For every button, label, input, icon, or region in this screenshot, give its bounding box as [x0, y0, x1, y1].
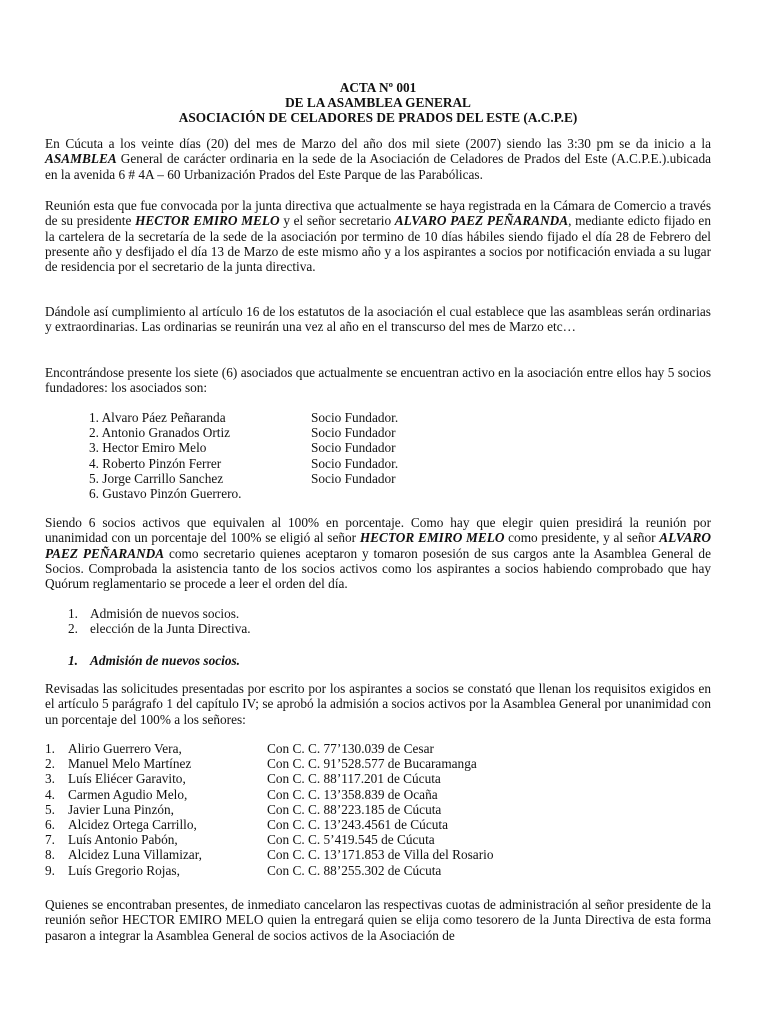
agenda-text: Admisión de nuevos socios.	[90, 606, 240, 621]
text-run: y el señor secretario	[279, 213, 395, 229]
section-title: Admisión de nuevos socios.	[90, 653, 240, 668]
text-run: como presidente, y al señor	[504, 530, 660, 546]
member-id: Con C. C. 88’255.302 de Cúcuta	[267, 862, 442, 878]
member-number: 4.	[45, 786, 55, 802]
emphasis-secretary-name: ALVARO PAEZ PEÑARANDA	[45, 530, 712, 561]
list-item	[45, 832, 493, 847]
text-run: En Cúcuta a los veinte días (20) del mes de Marzo del año dos mil siete (2007) siendo las 3:30 pm se da inicio a la	[45, 136, 711, 151]
list-item	[89, 410, 398, 425]
member-id: Con C. C. 13’358.839 de Ocaña	[267, 786, 438, 802]
member-name: Luís Eliécer Garavito,	[68, 771, 186, 787]
member-number: 7.	[45, 832, 55, 848]
text-run: Siendo 6 socios activos que equivalen al 100% en porcentaje. Como hay que elegir quien presidirá la reunión por unanimidad con un porcentaje del 100% se eligió al señor	[45, 515, 711, 546]
member-number: 5.	[45, 801, 55, 817]
member-number: 8.	[45, 847, 55, 863]
member-number: 2.	[45, 756, 55, 772]
member-id: Con C. C. 13’243.4561 de Cúcuta	[267, 817, 448, 833]
emphasis-president-name: HECTOR EMIRO MELO	[359, 530, 505, 546]
agenda-list	[68, 606, 251, 637]
member-id: Con C. C. 13’171.853 de Villa del Rosario	[267, 847, 494, 863]
member-name: Alcidez Ortega Carrillo,	[68, 817, 197, 833]
list-item	[68, 606, 251, 621]
new-members-list	[45, 741, 493, 878]
founder-name: 6. Gustavo Pinzón Guerrero.	[89, 486, 242, 502]
emphasis-asamblea: ASAMBLEA	[45, 151, 117, 167]
member-number: 9.	[45, 862, 55, 878]
list-item	[89, 440, 398, 455]
member-name: Alcidez Luna Villamizar,	[68, 847, 202, 863]
founders-list	[89, 410, 398, 501]
member-id: Con C. C. 91’528.577 de Bucaramanga	[267, 756, 477, 772]
list-item	[45, 771, 493, 786]
founder-name: 1. Alvaro Páez Peñaranda	[89, 410, 226, 425]
agenda-number: 1.	[68, 606, 78, 621]
list-item	[45, 756, 493, 771]
document-title	[45, 80, 711, 125]
member-id: Con C. C. 88’223.185 de Cúcuta	[267, 801, 442, 817]
text-run: Reunión esta que fue convocada por la junta directiva que actualmente se haya registrada en la Cámara de Comercio a través de su presidente	[45, 198, 711, 229]
member-number: 3.	[45, 771, 55, 787]
paragraph-statutes: Dándole así cumplimiento al artículo 16 de los estatutos de la asociación el cual establece que las asambleas serán ordinarias y extraordinarias. Las ordinarias se reunirán una vez al año en el transcurso del mes de Marzo etc…	[45, 304, 711, 335]
text-run: como secretario quienes aceptaron y tomaron posesión de sus cargos ante la Asamblea General de Socios. Comprobada la asistencia tanto de los socios activos como los aspirantes a socios habiendo comprobado que hay Quórum reglamentario se procede a leer el orden del día.	[45, 545, 711, 592]
paragraph-election	[45, 515, 711, 591]
member-id: Con C. C. 77’130.039 de Cesar	[267, 741, 434, 756]
emphasis-secretary-name: ALVARO PAEZ PEÑARANDA	[394, 213, 569, 229]
list-item	[45, 741, 493, 756]
list-item	[45, 863, 493, 878]
paragraph-opening	[45, 136, 711, 182]
list-item	[45, 847, 493, 862]
founder-role: Socio Fundador.	[311, 455, 399, 471]
member-number: 1.	[45, 741, 55, 756]
agenda-text: elección de la Junta Directiva.	[90, 621, 251, 637]
title-line-3: ASOCIACIÓN DE CELADORES DE PRADOS DEL ESTE (A.C.P.E)	[178, 110, 578, 125]
founder-name: 3. Hector Emiro Melo	[89, 440, 207, 456]
title-line-2: DE LA ASAMBLEA GENERAL	[285, 95, 471, 110]
paragraph-attendance: Encontrándose presente los siete (6) asociados que actualmente se encuentran activo en la asociación entre ellos hay 5 socios fundadores: los asociados son:	[45, 365, 711, 396]
agenda-number: 2.	[68, 621, 78, 637]
founder-name: 5. Jorge Carrillo Sanchez	[89, 470, 224, 486]
emphasis-president-name: HECTOR EMIRO MELO	[135, 213, 280, 229]
text-run: , mediante edicto fijado en la cartelera de la secretaría de la sede de la asociación por termino de 10 días hábiles siendo fijado el día 28 de Febrero del presente año y desfijado el día 13 de Marzo de este mismo año y a los aspirantes a socios por notificación enviada a su lugar de residencia por el secretario de la junta directiva.	[45, 213, 711, 275]
founder-role: Socio Fundador	[311, 440, 396, 456]
list-item	[68, 621, 251, 636]
member-name: Manuel Melo Martínez	[68, 756, 192, 772]
member-name: Carmen Agudio Melo,	[68, 786, 188, 802]
list-item	[45, 787, 493, 802]
list-item	[45, 802, 493, 817]
founder-name: 2. Antonio Granados Ortiz	[89, 425, 231, 441]
founder-role: Socio Fundador	[311, 425, 396, 441]
text-run: General de carácter ordinaria en la sede de la Asociación de Celadores de Prados del Este (A.C.P.E.).ubicada en la avenida 6 # 4A – 60 Urbanización Prados del Este Parque de las Parabólicas.	[45, 151, 711, 182]
list-item	[89, 486, 398, 501]
member-number: 6.	[45, 817, 55, 833]
member-id: Con C. C. 88’117.201 de Cúcuta	[267, 771, 441, 787]
section-number: 1.	[68, 653, 78, 668]
list-item	[89, 456, 398, 471]
list-item	[89, 471, 398, 486]
member-name: Alirio Guerrero Vera,	[68, 741, 182, 756]
member-name: Javier Luna Pinzón,	[68, 801, 174, 817]
founder-role: Socio Fundador	[311, 470, 396, 486]
list-item	[45, 817, 493, 832]
member-name: Luís Antonio Pabón,	[68, 832, 178, 848]
founder-name: 4. Roberto Pinzón Ferrer	[89, 455, 222, 471]
paragraph-closing: Quienes se encontraban presentes, de inmediato cancelaron las respectivas cuotas de administración al señor presidente de la reunión señor HECTOR EMIRO MELO quien la entregará quien se elija como tesorero de la Junta Directiva de esta forma pasaron a integrar la Asamblea General de socios activos de la Asociación de	[45, 897, 711, 943]
section-heading	[68, 653, 240, 669]
member-id: Con C. C. 5’419.545 de Cúcuta	[267, 832, 435, 848]
list-item	[89, 425, 398, 440]
paragraph-admission: Revisadas las solicitudes presentadas por escrito por los aspirantes a socios se constató que llenan los requisitos exigidos en el artículo 5 parágrafo 1 del capítulo IV; se aprobó la admisión a socios activos por la Asamblea General por unanimidad con un porcentaje del 100% a los señores:	[45, 681, 711, 727]
paragraph-convocation	[45, 198, 711, 274]
founder-role: Socio Fundador.	[311, 410, 399, 425]
member-name: Luís Gregorio Rojas,	[68, 862, 180, 878]
title-line-1: ACTA Nº 001	[339, 80, 417, 95]
